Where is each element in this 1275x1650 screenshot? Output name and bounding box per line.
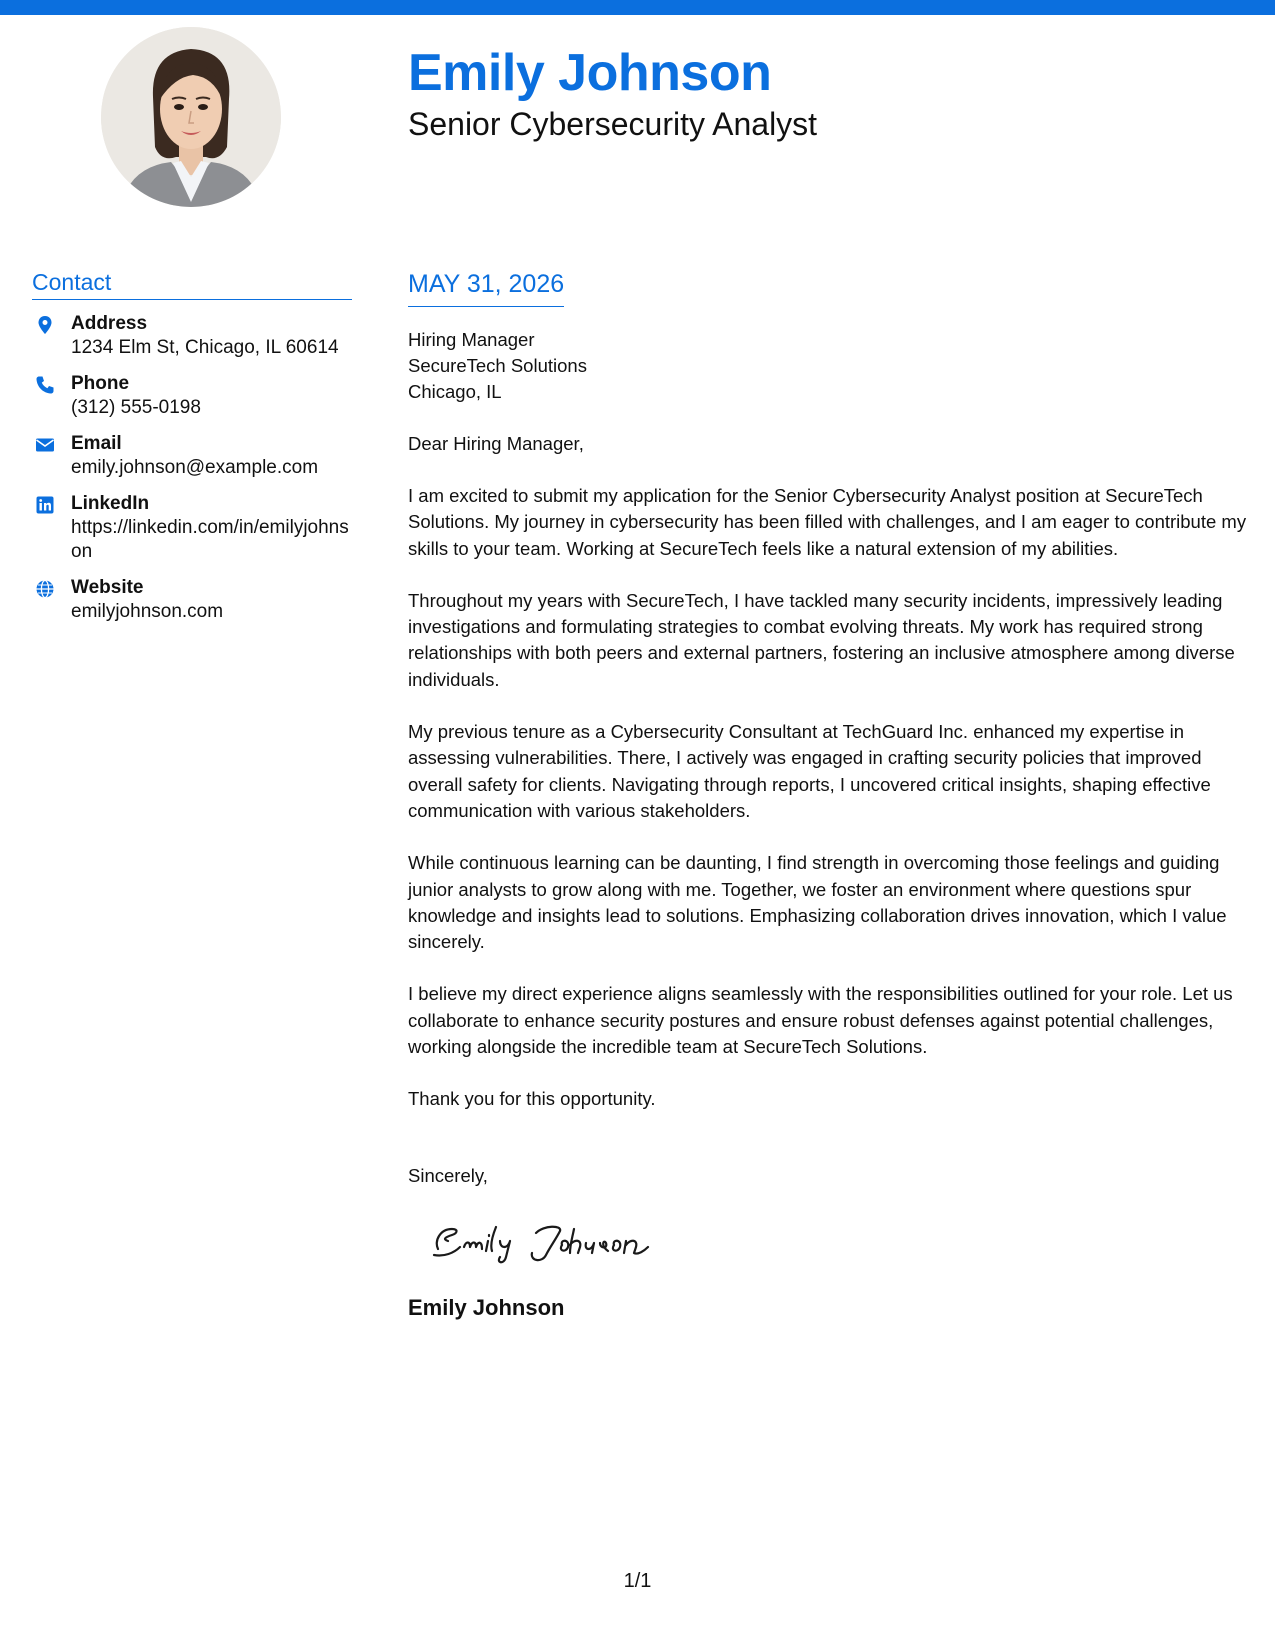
salutation: Dear Hiring Manager, [408, 433, 584, 454]
location-pin-icon [35, 315, 55, 335]
envelope-icon [35, 435, 55, 455]
applicant-name: Emily Johnson [408, 44, 772, 102]
applicant-job-title: Senior Cybersecurity Analyst [408, 106, 818, 142]
page-number: 1/1 [623, 1570, 652, 1592]
contact-label: Email [71, 433, 122, 454]
contact-website [32, 576, 352, 624]
closing: Sincerely, [408, 1164, 488, 1186]
contact-linkedin [32, 492, 352, 564]
handwritten-signature [424, 1211, 704, 1271]
globe-icon [35, 579, 55, 599]
phone-icon [35, 375, 55, 395]
contact-value: (312) 555-0198 [71, 397, 201, 418]
recipient-line: Chicago, IL [408, 381, 502, 402]
letter-paragraph: Throughout my years with SecureTech, I have tackled many security incidents, impressively leading investigations and formulating strategies to combat evolving threats. My work has required strong relationships with both peers and external partners, fostering an inclusive atmosphere among diverse individuals. [408, 589, 1235, 690]
recipient-block [408, 327, 1253, 405]
letter-paragraph: I am excited to submit my application for the Senior Cybersecurity Analyst position at SecureTech Solutions. My journey in cybersecurity has been filled with challenges, and I am eager to contribute my skills to your team. Working at SecureTech feels like a natural extension of my abilities. [408, 485, 1247, 559]
contact-value[interactable]: https://linkedin.com/in/emilyjohnson [71, 517, 349, 562]
contact-address [32, 312, 352, 360]
linkedin-icon [35, 495, 55, 515]
contact-label: LinkedIn [71, 493, 150, 514]
recipient-line: Hiring Manager [408, 329, 535, 350]
recipient-line: SecureTech Solutions [408, 355, 587, 376]
letter-paragraph: While continuous learning can be daunting, I find strength in overcoming those feelings and guiding junior analysts to grow along with me. Together, we foster an environment where questions spur knowledge and insights lead to solutions. Emphasizing collaboration drives innovation, which I value sincerely. [408, 852, 1227, 953]
letter-paragraph: I believe my direct experience aligns seamlessly with the responsibilities outlined for your role. Let us collaborate to enhance security postures and ensure robust defenses against potential challenges, working alongside the incredible team at SecureTech Solutions. [408, 983, 1233, 1058]
letter-date: MAY 31, 2026 [408, 268, 564, 307]
contact-value[interactable]: emilyjohnson.com [71, 601, 224, 622]
contact-value: emily.johnson@example.com [71, 457, 319, 478]
contact-heading: Contact [32, 268, 352, 300]
contact-email [32, 432, 352, 480]
signer-name: Emily Johnson [408, 1294, 565, 1320]
contact-value: 1234 Elm St, Chicago, IL 60614 [71, 337, 339, 358]
profile-photo [101, 27, 281, 207]
contact-label: Address [71, 313, 148, 334]
contact-phone [32, 372, 352, 420]
contact-label: Phone [71, 373, 130, 394]
top-accent-bar [0, 0, 1275, 15]
contact-label: Website [71, 577, 144, 598]
letter-body [408, 268, 1253, 1322]
letter-paragraph: My previous tenure as a Cybersecurity Consultant at TechGuard Inc. enhanced my expertise in assessing vulnerabilities. There, I actively was engaged in crafting security policies that improved overall safety for clients. Navigating through reports, I uncovered critical insights, shaping effective communication with various stakeholders. [408, 721, 1211, 821]
contact-sidebar [32, 268, 352, 624]
letter-paragraph: Thank you for this opportunity. [408, 1088, 656, 1110]
